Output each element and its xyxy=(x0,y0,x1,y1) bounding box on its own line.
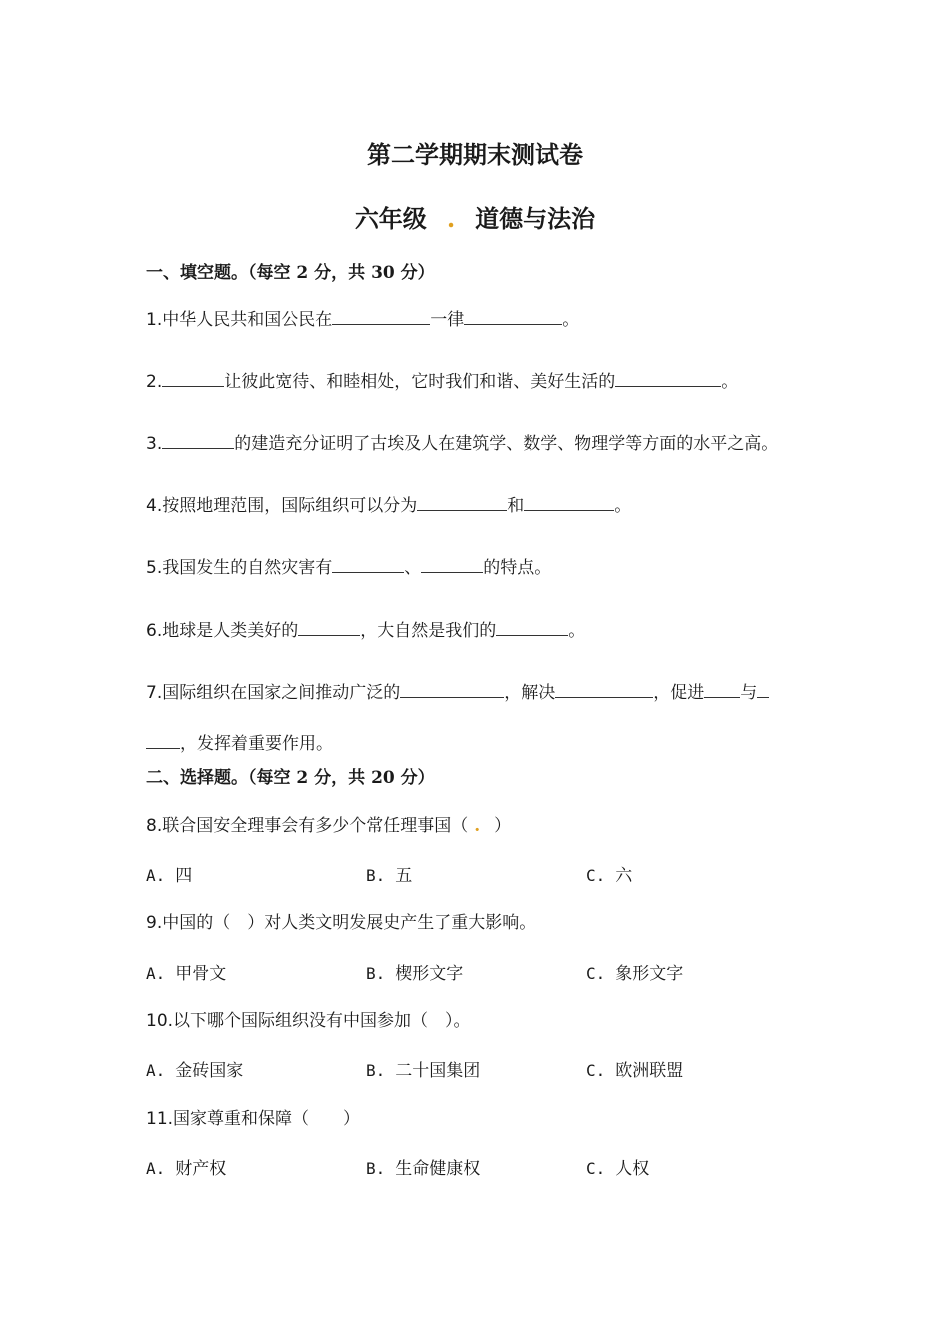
question-6 xyxy=(146,616,585,641)
question-text: 与 xyxy=(740,683,758,703)
answer-blank[interactable] xyxy=(555,683,653,698)
question-text: 。 xyxy=(721,372,739,392)
option-letter: A. xyxy=(146,1061,166,1080)
question-text: 的建造充分证明了古埃及人在建筑学、数学、物理学等方面的水平之高。 xyxy=(234,434,779,454)
question-9 xyxy=(146,908,536,933)
question-number: 10. xyxy=(146,1011,174,1031)
question-11 xyxy=(146,1104,360,1129)
answer-blank[interactable] xyxy=(298,621,360,636)
question-number: 6. xyxy=(146,621,163,641)
question-1 xyxy=(146,305,579,330)
option-a[interactable] xyxy=(146,1056,243,1081)
option-text: 楔形文字 xyxy=(395,964,464,984)
question-number: 7. xyxy=(146,683,163,703)
option-text: 象形文字 xyxy=(615,964,684,984)
option-text: 人权 xyxy=(615,1159,650,1179)
option-text: 四 xyxy=(175,866,193,886)
exam-title: 第二学期期末测试卷 xyxy=(367,140,583,169)
option-b[interactable] xyxy=(366,959,463,984)
question-text: 。 xyxy=(614,496,632,516)
question-text: ，发挥着重要作用。 xyxy=(180,734,333,754)
option-a[interactable] xyxy=(146,1154,226,1179)
answer-blank[interactable] xyxy=(162,372,224,387)
option-text: 五 xyxy=(395,866,413,886)
question-text: ，解决 xyxy=(504,683,556,703)
option-text: 财产权 xyxy=(175,1159,227,1179)
question-text: 地球是人类美好的 xyxy=(162,621,299,641)
question-text: 的特点。 xyxy=(483,558,552,578)
option-text: 甲骨文 xyxy=(175,964,227,984)
answer-blank[interactable] xyxy=(704,683,740,698)
answer-blank[interactable] xyxy=(162,434,234,449)
section-heading-fill-blank: 一、填空题。（每空 2 分，共 30 分） xyxy=(146,263,435,283)
option-letter: A. xyxy=(146,1159,166,1178)
answer-blank[interactable] xyxy=(757,683,769,698)
option-text: 欧洲联盟 xyxy=(615,1061,684,1081)
question-text: 中国的（ ）对人类文明发展史产生了重大影响。 xyxy=(162,913,537,933)
option-a[interactable] xyxy=(146,861,192,886)
option-text: 六 xyxy=(615,866,633,886)
question-text: 让彼此宽待、和睦相处，它时我们和谐、美好生活的 xyxy=(224,372,616,392)
answer-blank[interactable] xyxy=(421,558,483,573)
option-letter: C. xyxy=(586,866,606,885)
answer-blank[interactable] xyxy=(615,372,721,387)
question-number: 3. xyxy=(146,434,163,454)
answer-blank[interactable] xyxy=(332,310,430,325)
question-number: 11. xyxy=(146,1109,174,1129)
question-text: ） xyxy=(494,816,512,836)
answer-blank[interactable] xyxy=(524,496,614,511)
question-text: 联合国安全理事会有多少个常任理事国（ xyxy=(162,816,469,836)
option-a[interactable] xyxy=(146,959,226,984)
answer-blank[interactable] xyxy=(496,621,568,636)
option-text: 金砖国家 xyxy=(175,1061,244,1081)
option-c[interactable] xyxy=(586,1056,683,1081)
section-heading-multiple-choice: 二、选择题。（每空 2 分，共 20 分） xyxy=(146,768,435,788)
question-4 xyxy=(146,491,631,516)
question-text: 。 xyxy=(568,621,586,641)
question-3 xyxy=(146,429,778,454)
option-letter: B. xyxy=(366,1061,386,1080)
question-7-continued xyxy=(146,729,333,754)
question-text: 国际组织在国家之间推动广泛的 xyxy=(162,683,401,703)
question-8 xyxy=(146,811,511,836)
question-number: 1. xyxy=(146,310,163,330)
question-number: 4. xyxy=(146,496,163,516)
question-7 xyxy=(146,678,769,703)
option-letter: A. xyxy=(146,964,166,983)
answer-blank[interactable] xyxy=(417,496,507,511)
question-text: 以下哪个国际组织没有中国参加（ ）。 xyxy=(173,1011,471,1031)
answer-blank[interactable] xyxy=(332,558,404,573)
option-b[interactable] xyxy=(366,861,412,886)
question-text: 中华人民共和国公民在 xyxy=(162,310,333,330)
option-text: 二十国集团 xyxy=(395,1061,481,1081)
grade-label: 六年级 xyxy=(354,204,427,233)
question-text: ，大自然是我们的 xyxy=(360,621,497,641)
question-text: 按照地理范围，国际组织可以分为 xyxy=(162,496,418,516)
answer-blank[interactable] xyxy=(400,683,504,698)
option-c[interactable] xyxy=(586,861,632,886)
question-10 xyxy=(146,1006,471,1031)
subject-label: 道德与法治 xyxy=(475,204,596,233)
option-letter: C. xyxy=(586,1061,606,1080)
option-letter: B. xyxy=(366,866,386,885)
option-b[interactable] xyxy=(366,1056,480,1081)
question-number: 2. xyxy=(146,372,163,392)
question-text: 、 xyxy=(404,558,422,578)
option-b[interactable] xyxy=(366,1154,480,1179)
question-number: 8. xyxy=(146,816,163,836)
question-text: 我国发生的自然灾害有 xyxy=(162,558,333,578)
question-text: 国家尊重和保障（ ） xyxy=(173,1109,361,1129)
option-c[interactable] xyxy=(586,1154,649,1179)
question-text: 一律 xyxy=(430,310,465,330)
question-text: 和 xyxy=(507,496,525,516)
answer-slot[interactable]: . xyxy=(474,816,481,836)
question-5 xyxy=(146,553,551,578)
option-text: 生命健康权 xyxy=(395,1159,481,1179)
option-letter: A. xyxy=(146,866,166,885)
option-c[interactable] xyxy=(586,959,683,984)
answer-blank[interactable] xyxy=(146,734,180,749)
subtitle-separator: . xyxy=(446,204,456,233)
option-letter: C. xyxy=(586,964,606,983)
answer-blank[interactable] xyxy=(464,310,562,325)
exam-subtitle xyxy=(0,199,950,234)
question-number: 5. xyxy=(146,558,163,578)
option-letter: C. xyxy=(586,1159,606,1178)
option-letter: B. xyxy=(366,1159,386,1178)
question-text: 。 xyxy=(562,310,580,330)
question-number: 9. xyxy=(146,913,163,933)
option-letter: B. xyxy=(366,964,386,983)
question-2 xyxy=(146,367,738,392)
question-text: ，促进 xyxy=(653,683,705,703)
